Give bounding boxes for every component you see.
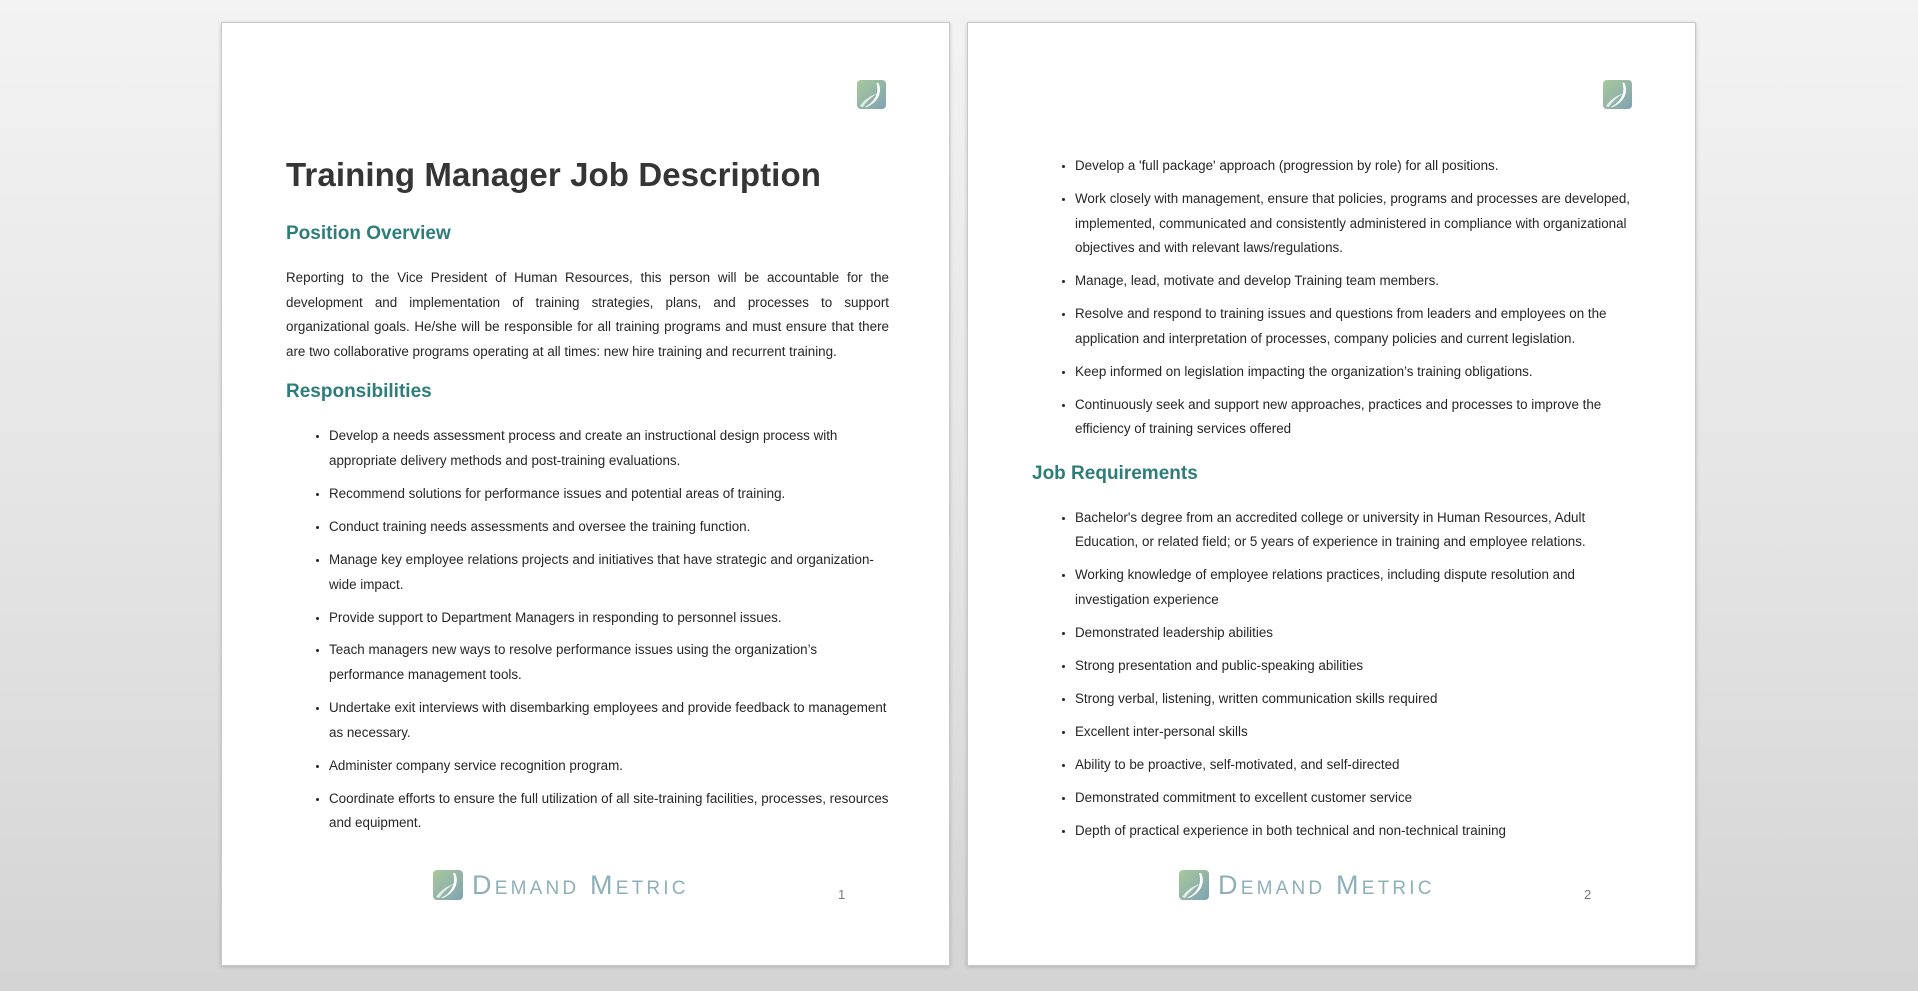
- brand-wordmark: Demand Metric: [1218, 869, 1435, 900]
- position-overview-paragraph: Reporting to the Vice President of Human Resources, this person will be accountable for the development and implementation of training strategies, plans, and processes to support organizational goals. He/she will be responsible for all training programs and must ensure that there are two collaborative programs operating at all times: new hire training and recurrent training.: [286, 270, 889, 359]
- list-item: • Keep informed on legislation impacting the organization’s training obligations.: [1075, 360, 1635, 385]
- job-requirements-list: [1032, 506, 1635, 844]
- section-heading-position-overview: Position Overview: [286, 223, 451, 244]
- list-item: • Manage, lead, motivate and develop Training team members.: [1075, 269, 1635, 294]
- list-item: • Strong verbal, listening, written communication skills required: [1075, 687, 1635, 712]
- section-heading-job-requirements: Job Requirements: [1032, 462, 1198, 484]
- document-title: Training Manager Job Description: [286, 156, 821, 193]
- list-item: • Coordinate efforts to ensure the full utilization of all site-training facilities, processes, resources and equipment.: [329, 787, 889, 836]
- demand-metric-leaf-icon: [433, 870, 463, 900]
- list-item: • Teach managers new ways to resolve performance issues using the organization’s performance management tools.: [329, 638, 889, 687]
- list-item: • Conduct training needs assessments and oversee the training function.: [329, 515, 889, 540]
- list-item: • Continuously seek and support new approaches, practices and processes to improve the efficiency of training services offered: [1075, 393, 1635, 442]
- list-item: • Work closely with management, ensure that policies, programs and processes are developed, implemented, communicated and consistently administered in compliance with organizational objectives and with relevant laws/regulations.: [1075, 187, 1635, 261]
- list-item: • Strong presentation and public-speaking abilities: [1075, 654, 1635, 679]
- footer-brand-logo: [433, 869, 689, 901]
- list-item: • Recommend solutions for performance issues and potential areas of training.: [329, 482, 889, 507]
- list-item: • Demonstrated commitment to excellent customer service: [1075, 786, 1635, 811]
- footer-brand-logo: [1179, 869, 1435, 901]
- list-item: • Ability to be proactive, self-motivated, and self-directed: [1075, 753, 1635, 778]
- list-item: • Resolve and respond to training issues and questions from leaders and employees on the application and interpretation of processes, company policies and current legislation.: [1075, 302, 1635, 351]
- list-item: • Administer company service recognition program.: [329, 754, 889, 779]
- list-item: • Provide support to Department Managers in responding to personnel issues.: [329, 606, 889, 631]
- page-1-content: [286, 153, 889, 844]
- section-heading-responsibilities: Responsibilities: [286, 381, 432, 403]
- demand-metric-leaf-icon: [857, 80, 886, 109]
- list-item: • Bachelor's degree from an accredited college or university in Human Resources, Adult Education, or related field; or 5 years of experience in training and employee relations.: [1075, 506, 1635, 555]
- document-page-2: [967, 22, 1696, 966]
- list-item: • Working knowledge of employee relations practices, including dispute resolution and investigation experience: [1075, 563, 1635, 612]
- list-item: • Excellent inter-personal skills: [1075, 720, 1635, 745]
- brand-wordmark: Demand Metric: [472, 869, 689, 900]
- page-2-content: [1032, 154, 1635, 852]
- demand-metric-leaf-icon: [1603, 80, 1632, 109]
- list-item: • Demonstrated leadership abilities: [1075, 621, 1635, 646]
- page-number: 1: [838, 887, 846, 902]
- list-item: • Develop a needs assessment process and create an instructional design process with appropriate delivery methods and post-training evaluations.: [329, 424, 889, 473]
- page-number: 2: [1584, 887, 1592, 902]
- list-item: • Depth of practical experience in both technical and non-technical training: [1075, 819, 1635, 844]
- list-item: • Undertake exit interviews with disembarking employees and provide feedback to management as necessary.: [329, 696, 889, 745]
- demand-metric-leaf-icon: [1179, 870, 1209, 900]
- responsibilities-list: [286, 424, 889, 835]
- list-item: • Manage key employee relations projects and initiatives that have strategic and organization-wide impact.: [329, 548, 889, 597]
- responsibilities-list-continued: [1032, 154, 1635, 442]
- document-page-1: [221, 22, 950, 966]
- list-item: • Develop a 'full package' approach (progression by role) for all positions.: [1075, 154, 1635, 179]
